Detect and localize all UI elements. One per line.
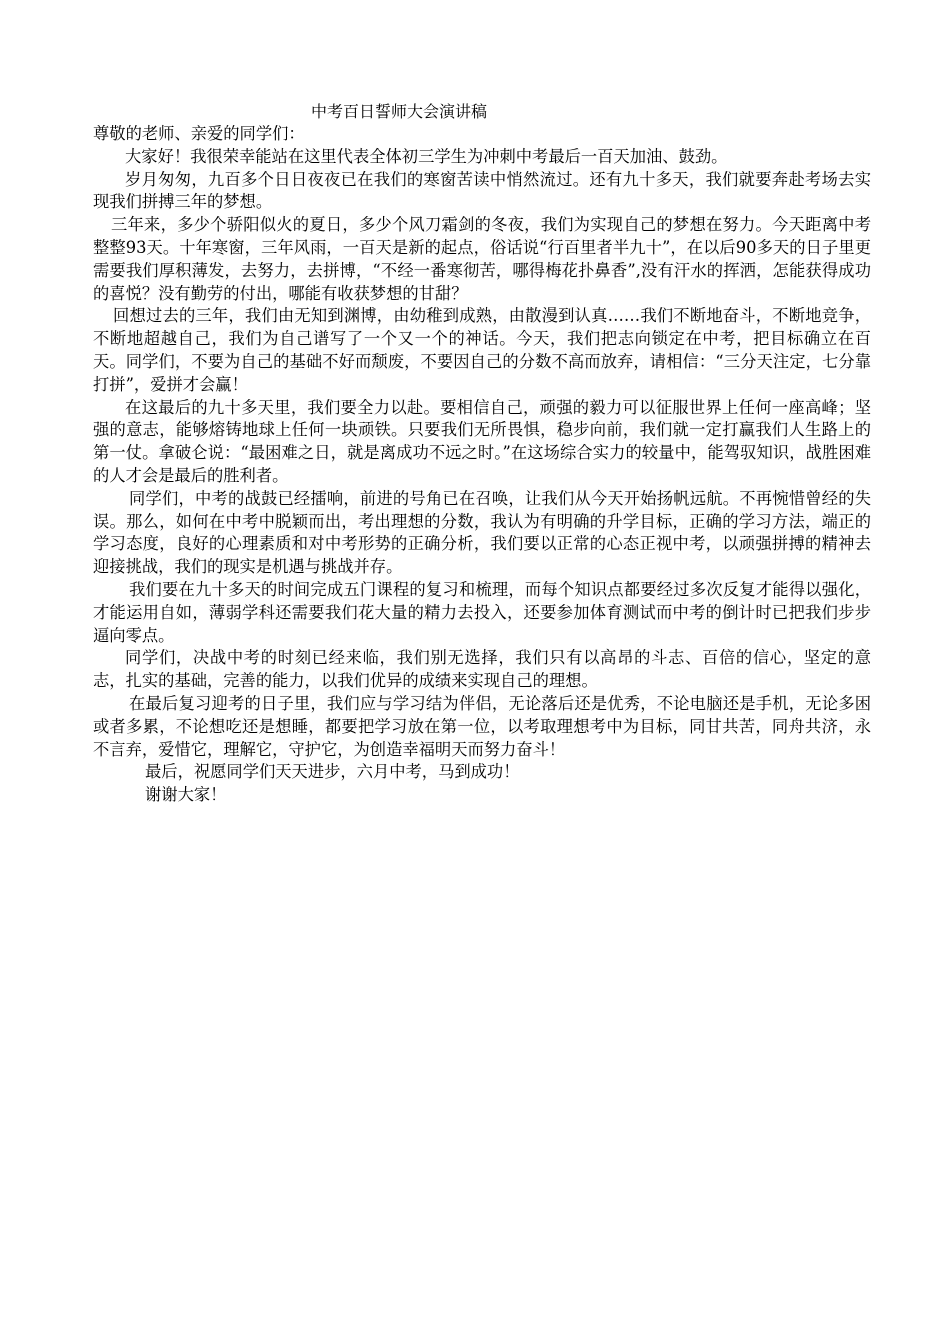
paragraph-final-days: 在这最后的九十多天里，我们要全力以赴。要相信自己，顽强的毅力可以征服世界上任何一座高峰；坚强的意志，能够熔铸地球上任何一块顽铁。只要我们无所畏惧，稳步向前，我们就一定打赢我们人生路上的第一仗。拿破仑说：“最困难之日，就是离成功不远之时。”在这场综合实力的较量中，能驾驭知识，战胜困难的人才会是最后的胜利者。 <box>93 397 871 485</box>
paragraph-looking-back: 回想过去的三年，我们由无知到渊博，由幼稚到成熟，由散漫到认真……我们不断地奋斗，不断地竞争，不断地超越自己，我们为自己谱写了一个又一个的神话。今天，我们把志向锁定在中考，把目标确立在百天。同学们，不要为自己的基础不好而颓废，不要因自己的分数不高而放弃，请相信：“三分天注定，七分靠打拼”，爱拼才会赢！ <box>93 306 871 394</box>
paragraph-review-plan: 我们要在九十多天的时间完成五门课程的复习和梳理，而每个知识点都要经过多次反复才能得以强化，才能运用自如，薄弱学科还需要我们花大量的精力去投入，还要参加体育测试而中考的倒计时已把我们步步逼向零点。 <box>93 579 871 645</box>
paragraph-three-years: 三年来，多少个骄阳似火的夏日，多少个风刀霜剑的冬夜，我们为实现自己的梦想在努力。今天距离中考整整93天。十年寒窗，三年风雨，一百天是新的起点，俗话说“行百里者半九十”，在以后90多天的日子里更需要我们厚积薄发，去努力，去拼博，“不经一番寒彻苦，哪得梅花扑鼻香”,没有汗水的挥洒，怎能获得成功的喜悦？没有勤劳的付出，哪能有收获梦想的甘甜？ <box>93 215 871 303</box>
paragraph-study-partner: 在最后复习迎考的日子里，我们应与学习结为伴侣，无论落后还是优秀，不论电脑还是手机，无论多困或者多累，不论想吃还是想睡，都要把学习放在第一位，以考取理想考中为目标，同甘共苦，同舟共济，永不言弃，爱惜它，理解它，守护它，为创造幸福明天而努力奋斗！ <box>93 693 871 759</box>
paragraph-war-drums: 同学们，中考的战鼓已经擂响，前进的号角已在召唤，让我们从今天开始扬帆远航。不再惋惜曾经的失误。那么，如何在中考中脱颖而出，考出理想的分数，我认为有明确的升学目标，正确的学习方法，端正的学习态度，良好的心理素质和对中考形势的正确分析，我们要以正常的心态正视中考，以顽强拼搏的精神去迎接挑战，我们的现实是机遇与挑战并存。 <box>93 488 871 577</box>
paragraph-closing-wish: 最后，祝愿同学们天天进步，六月中考，马到成功！ <box>145 762 520 782</box>
paragraph-thanks: 谢谢大家！ <box>145 785 227 805</box>
paragraph-time-passing: 岁月匆匆，九百多个日日夜夜已在我们的寒窗苦读中悄然流过。还有九十多天，我们就要奔赴考场去实现我们拼搏三年的梦想。 <box>93 169 871 212</box>
document-title: 中考百日誓师大会演讲稿 <box>311 102 488 121</box>
document-page <box>93 100 871 807</box>
paragraph-decisive-moment: 同学们，决战中考的时刻已经来临，我们别无选择，我们只有以高昂的斗志、百倍的信心，坚定的意志，扎实的基础，完善的能力，以我们优异的成绩来实现自己的理想。 <box>93 648 871 691</box>
paragraph-greeting: 大家好！我很荣幸能站在这里代表全体初三学生为冲刺中考最后一百天加油、鼓劲。 <box>125 146 728 166</box>
salutation: 尊敬的老师、亲爱的同学们： <box>93 124 305 143</box>
